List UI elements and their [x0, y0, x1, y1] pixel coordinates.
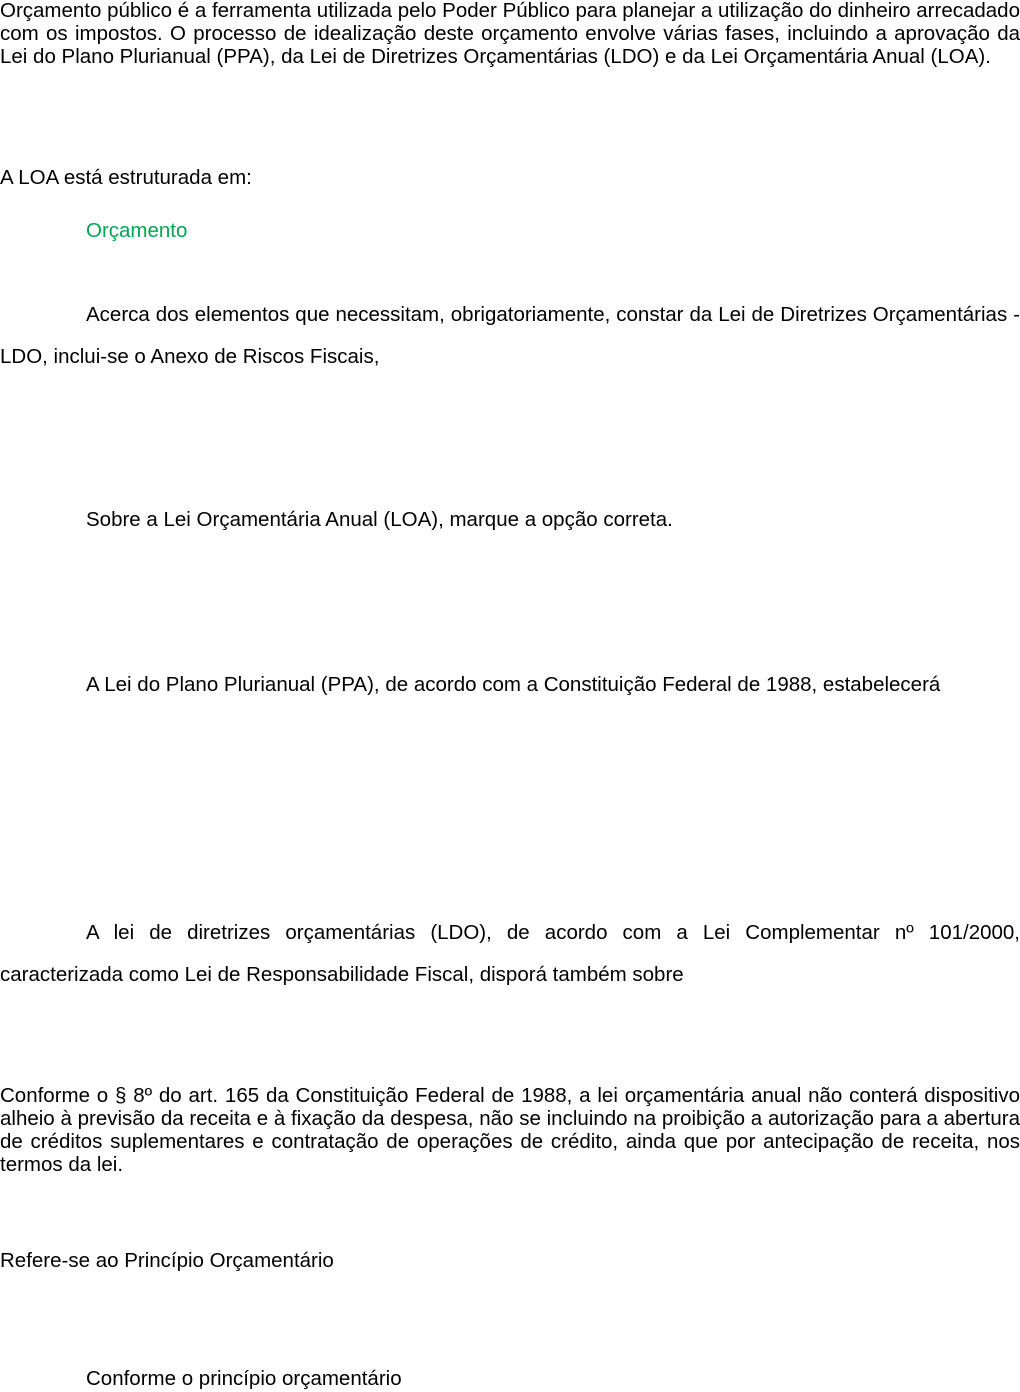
art165-paragraph: Conforme o § 8º do art. 165 da Constituição Federal de 1988, a lei orçamentária anual não conterá dispositivo alheio à previsão da receita e à fixação da despesa, não se incluindo na proibição a autorização para a abertura de créditos suplementares e contratação de operações de crédito, ainda que por antecipação de receita, nos termos da lei. [0, 1084, 1020, 1176]
ldo-question: Acerca dos elementos que necessitam, obrigatoriamente, constar da Lei de Diretrizes Orçamentárias - LDO, inclui-se o Anexo de Riscos Fiscais, [0, 303, 1020, 368]
loa-question: Sobre a Lei Orçamentária Anual (LOA), marque a opção correta. [86, 508, 673, 531]
intro-paragraph: Orçamento público é a ferramenta utilizada pelo Poder Público para planejar a utilização do dinheiro arrecadado com os impostos. O processo de idealização deste orçamento envolve várias fases, incluindo a aprovação da Lei do Plano Plurianual (PPA), da Lei de Diretrizes Orçamentárias (LDO) e da Lei Orçamentária Anual (LOA). [0, 0, 1020, 68]
principle-label: Refere-se ao Princípio Orçamentário [0, 1249, 334, 1272]
ppa-question: A Lei do Plano Plurianual (PPA), de acordo com a Constituição Federal de 1988, estabelecerá [86, 673, 941, 696]
ldo-lrf-question: A lei de diretrizes orçamentárias (LDO), de acordo com a Lei Complementar nº 101/2000, caracterizada como Lei de Responsabilidade Fiscal, disporá também sobre [0, 921, 1020, 986]
orcamento-label: Orçamento [86, 219, 188, 242]
loa-structure-label: A LOA está estruturada em: [0, 166, 252, 189]
principle-question: Conforme o princípio orçamentário [86, 1367, 402, 1390]
